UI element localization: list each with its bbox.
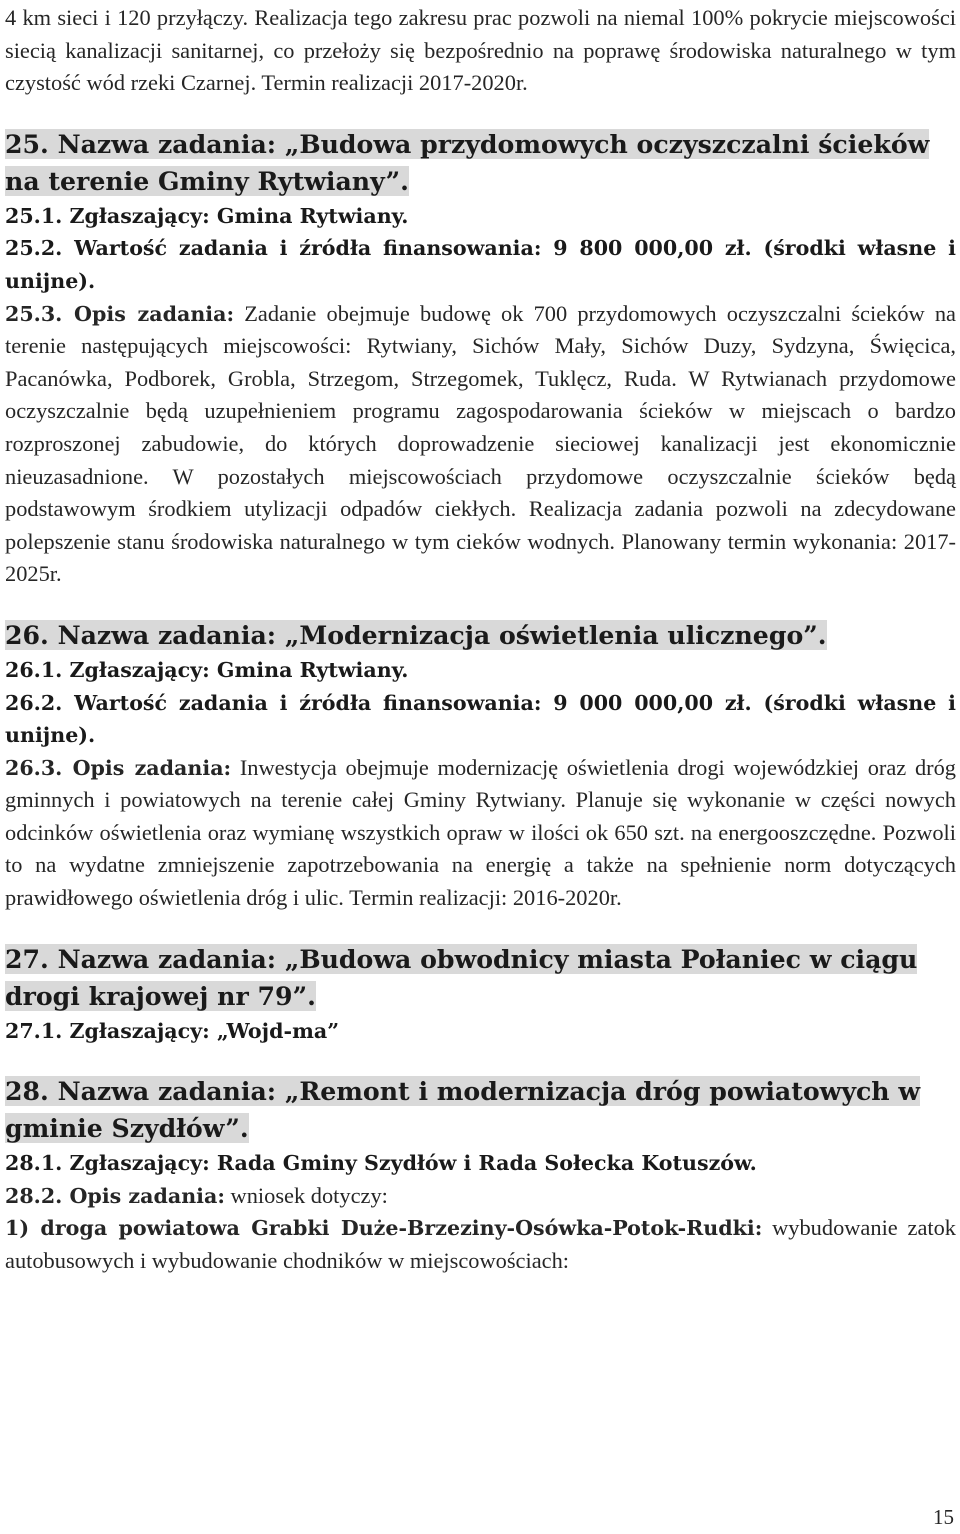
task-25-heading-text: 25. Nazwa zadania: „Budowa przydomowych oczyszczalni ścieków na terenie Gminy Rytwiany”.: [5, 128, 930, 196]
task-26-section: [5, 617, 956, 915]
task-28-item-1-text: wybudowanie zatok autobusowych i wybudowanie chodników w miejscowościach:: [5, 1215, 956, 1274]
task-26-description-text: Inwestycja obejmuje modernizację oświetlenia drogi wojewódzkiej oraz dróg gminnych i powiatowych na terenie całej Gminy Rytwiany. Planuje się wykonanie w części nowych odcinków oświetlenia oraz wymianę wszystkich opraw w ilości ok 650 szt. na energooszczędne. Pozwoli to na wydatne zmniejszenie zapotrzebowania na energię a także na spełnienie norm dotyczących prawidłowego oświetlenia dróg i ulic. Termin realizacji: 2016-2020r.: [5, 754, 956, 911]
task-28-description-label: 28.2. Opis zadania:: [5, 1183, 225, 1208]
task-26-description: [5, 752, 956, 915]
task-25-heading: [5, 126, 956, 200]
task-28-description-text: wniosek dotyczy:: [224, 1182, 388, 1208]
task-25-value: 25.2. Wartość zadania i źródła finansowania: 9 800 000,00 zł. (środki własne i unijne).: [5, 236, 956, 293]
task-28-applicant: 28.1. Zgłaszający: Rada Gminy Szydłów i Rada Sołecka Kotuszów.: [5, 1151, 757, 1176]
task-28-heading-text: 28. Nazwa zadania: „Remont i modernizacja dróg powiatowych w gminie Szydłów”.: [5, 1076, 921, 1144]
task-25-description: [5, 298, 956, 591]
task-26-value: 26.2. Wartość zadania i źródła finansowania: 9 000 000,00 zł. (środki własne i unijne).: [5, 690, 956, 748]
task-27-applicant: 27.1. Zgłaszający: „Wojd-ma”: [5, 1018, 340, 1043]
task-25-description-text: Zadanie obejmuje budowę ok 700 przydomowych oczyszczalni ścieków na terenie następujących miejscowości: Rytwiany, Sichów Mały, Sichów Duzy, Sydzyna, Święcica, Pacanówka, Podborek, Grobla, Strzegom, Strzegomek, Tuklęcz, Ruda. W Rytwianach przydomowe oczyszczalnie będą uzupełnieniem programu zagospodarowania ścieków w miejscach o bardzo rozproszonej zabudowie, do których doprowadzenie sieciowej kanalizacji jest ekonomicznie nieuzasadnione. W pozostałych miejscowościach przydomowe oczyszczalnie ścieków będą podstawowym środkiem utylizacji odpadów ciekłych. Realizacja zadania pozwoli na zdecydowane polepszenie stanu środowiska naturalnego w tym cieków wodnych. Planowany termin wykonania: 2017-2025r.: [5, 300, 956, 587]
task-25-section: [5, 126, 956, 591]
task-25-applicant: 25.1. Zgłaszający: Gmina Rytwiany.: [5, 203, 409, 228]
task-28-item-1-label: 1) droga powiatowa Grabki Duże-Brzeziny-Osówka-Potok-Rudki:: [5, 1216, 763, 1241]
task-27-section: [5, 941, 956, 1048]
intro-paragraph: 4 km sieci i 120 przyłączy. Realizacja tego zakresu prac pozwoli na niemal 100% pokrycie miejscowości siecią kanalizacji sanitarnej, co przełoży się bezpośrednio na poprawę środowiska naturalnego w tym czystość wód rzeki Czarnej. Termin realizacji 2017-2020r.: [5, 5, 956, 96]
task-27-heading-text: 27. Nazwa zadania: „Budowa obwodnicy miasta Połaniec w ciągu drogi krajowej nr 79”.: [5, 943, 918, 1011]
spacer: [5, 591, 956, 617]
spacer: [5, 915, 956, 941]
task-28-description: [5, 1180, 956, 1213]
task-27-heading: [5, 941, 956, 1015]
spacer: [5, 1047, 956, 1073]
task-28-section: [5, 1073, 956, 1277]
task-28-heading: [5, 1073, 956, 1147]
task-26-description-label: 26.3. Opis zadania:: [5, 755, 232, 780]
task-25-description-label: 25.3. Opis zadania:: [5, 301, 235, 326]
spacer: [5, 100, 956, 126]
task-26-applicant: 26.1. Zgłaszający: Gmina Rytwiany.: [5, 657, 409, 682]
task-28-item-1: [5, 1212, 956, 1277]
task-26-heading: [5, 617, 956, 654]
page-number: 15: [933, 1505, 954, 1529]
task-26-heading-text: 26. Nazwa zadania: „Modernizacja oświetlenia ulicznego”.: [5, 619, 827, 650]
